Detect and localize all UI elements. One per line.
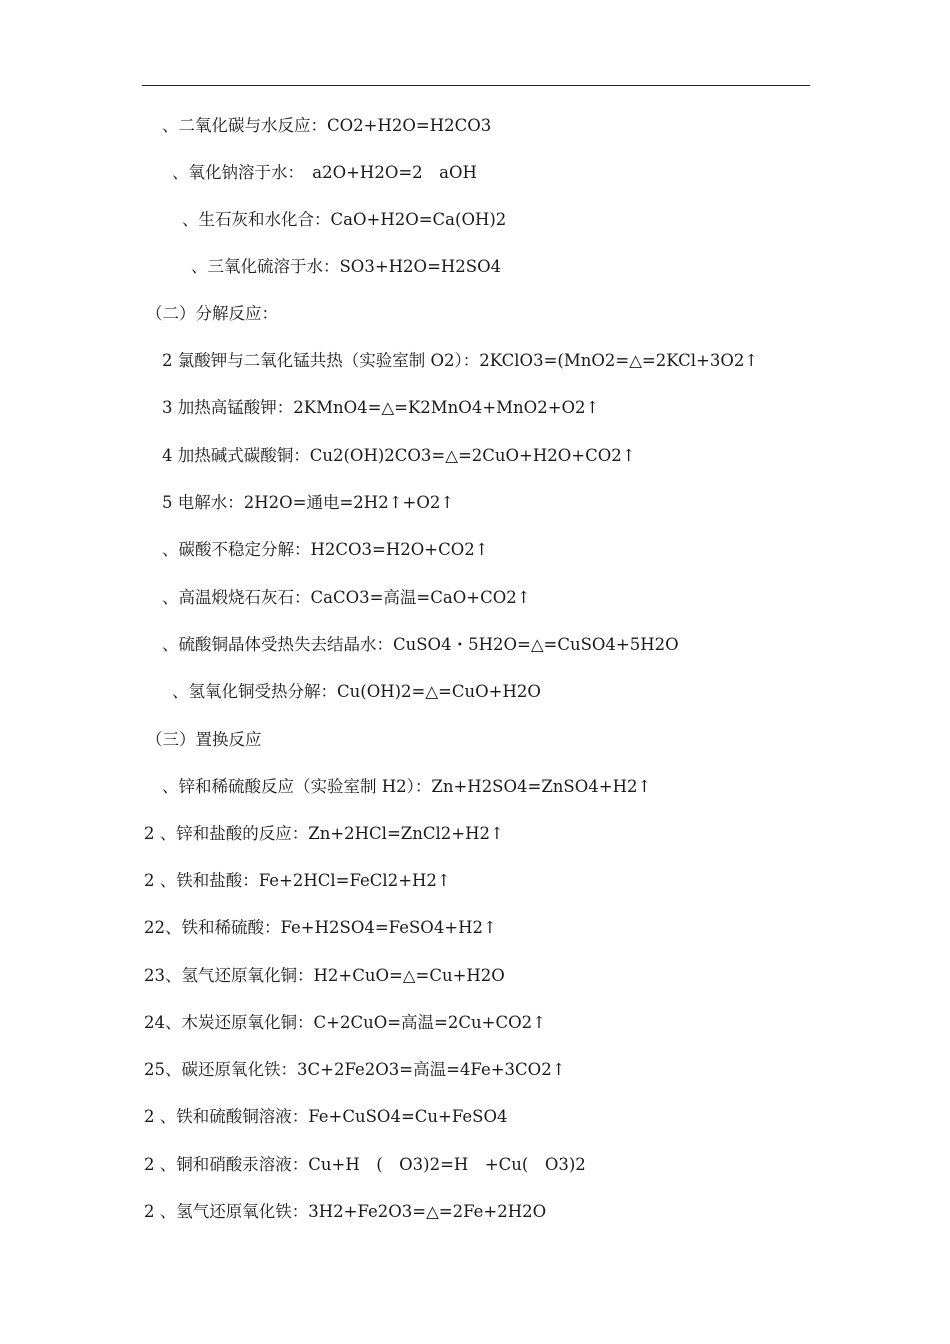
text-line: 、氧化钠溶于水： a2O+H2O=2 aOH (172, 163, 477, 182)
text-line: 2 、锌和盐酸的反应：Zn+2HCl=ZnCl2+H2↑ (144, 824, 504, 843)
text-line: 、碳酸不稳定分解：H2CO3=H2O+CO2↑ (162, 540, 489, 559)
text-line: 25、碳还原氧化铁：3C+2Fe2O3=高温=4Fe+3CO2↑ (144, 1060, 566, 1079)
text-line: 、锌和稀硫酸反应（实验室制 H2）：Zn+H2SO4=ZnSO4+H2↑ (162, 777, 652, 796)
text-line: 、生石灰和水化合：CaO+H2O=Ca(OH)2 (182, 210, 507, 229)
section-heading: （三）置换反应 (146, 730, 262, 749)
text-line: 2 、铁和盐酸：Fe+2HCl=FeCl2+H2↑ (144, 871, 451, 890)
text-line: 、三氧化硫溶于水：SO3+H2O=H2SO4 (191, 257, 502, 276)
text-line: 2 、铜和硝酸汞溶液：Cu+H ( O3)2=H +Cu( O3)2 (144, 1155, 586, 1174)
text-line: 3 加热高锰酸钾：2KMnO4=△=K2MnO4+MnO2+O2↑ (162, 398, 600, 417)
text-line: 、氢氧化铜受热分解：Cu(OH)2=△=CuO+H2O (172, 682, 541, 701)
text-line: 5 电解水：2H2O=通电=2H2↑+O2↑ (162, 493, 455, 512)
text-line: 4 加热碱式碳酸铜：Cu2(OH)2CO3=△=2CuO+H2O+CO2↑ (162, 446, 636, 465)
text-line: 2 、氢气还原氧化铁：3H2+Fe2O3=△=2Fe+2H2O (144, 1202, 547, 1221)
text-line: 、高温煅烧石灰石：CaCO3=高温=CaO+CO2↑ (162, 588, 531, 607)
section-heading: （二）分解反应： (146, 304, 278, 323)
text-line: 24、木炭还原氧化铜：C+2CuO=高温=2Cu+CO2↑ (144, 1013, 546, 1032)
text-line: 2 、铁和硫酸铜溶液：Fe+CuSO4=Cu+FeSO4 (144, 1107, 508, 1126)
header-rule (142, 85, 810, 86)
text-line: 、二氧化碳与水反应：CO2+H2O=H2CO3 (162, 116, 492, 135)
text-line: 2 氯酸钾与二氧化锰共热（实验室制 O2）：2KClO3=(MnO2=△=2KCl+3O2↑ (162, 351, 759, 370)
text-line: 、硫酸铜晶体受热失去结晶水：CuSO4・5H2O=△=CuSO4+5H2O (162, 635, 679, 654)
text-line: 23、氢气还原氧化铜：H2+CuO=△=Cu+H2O (144, 966, 505, 985)
text-line: 22、铁和稀硫酸：Fe+H2SO4=FeSO4+H2↑ (144, 918, 497, 937)
